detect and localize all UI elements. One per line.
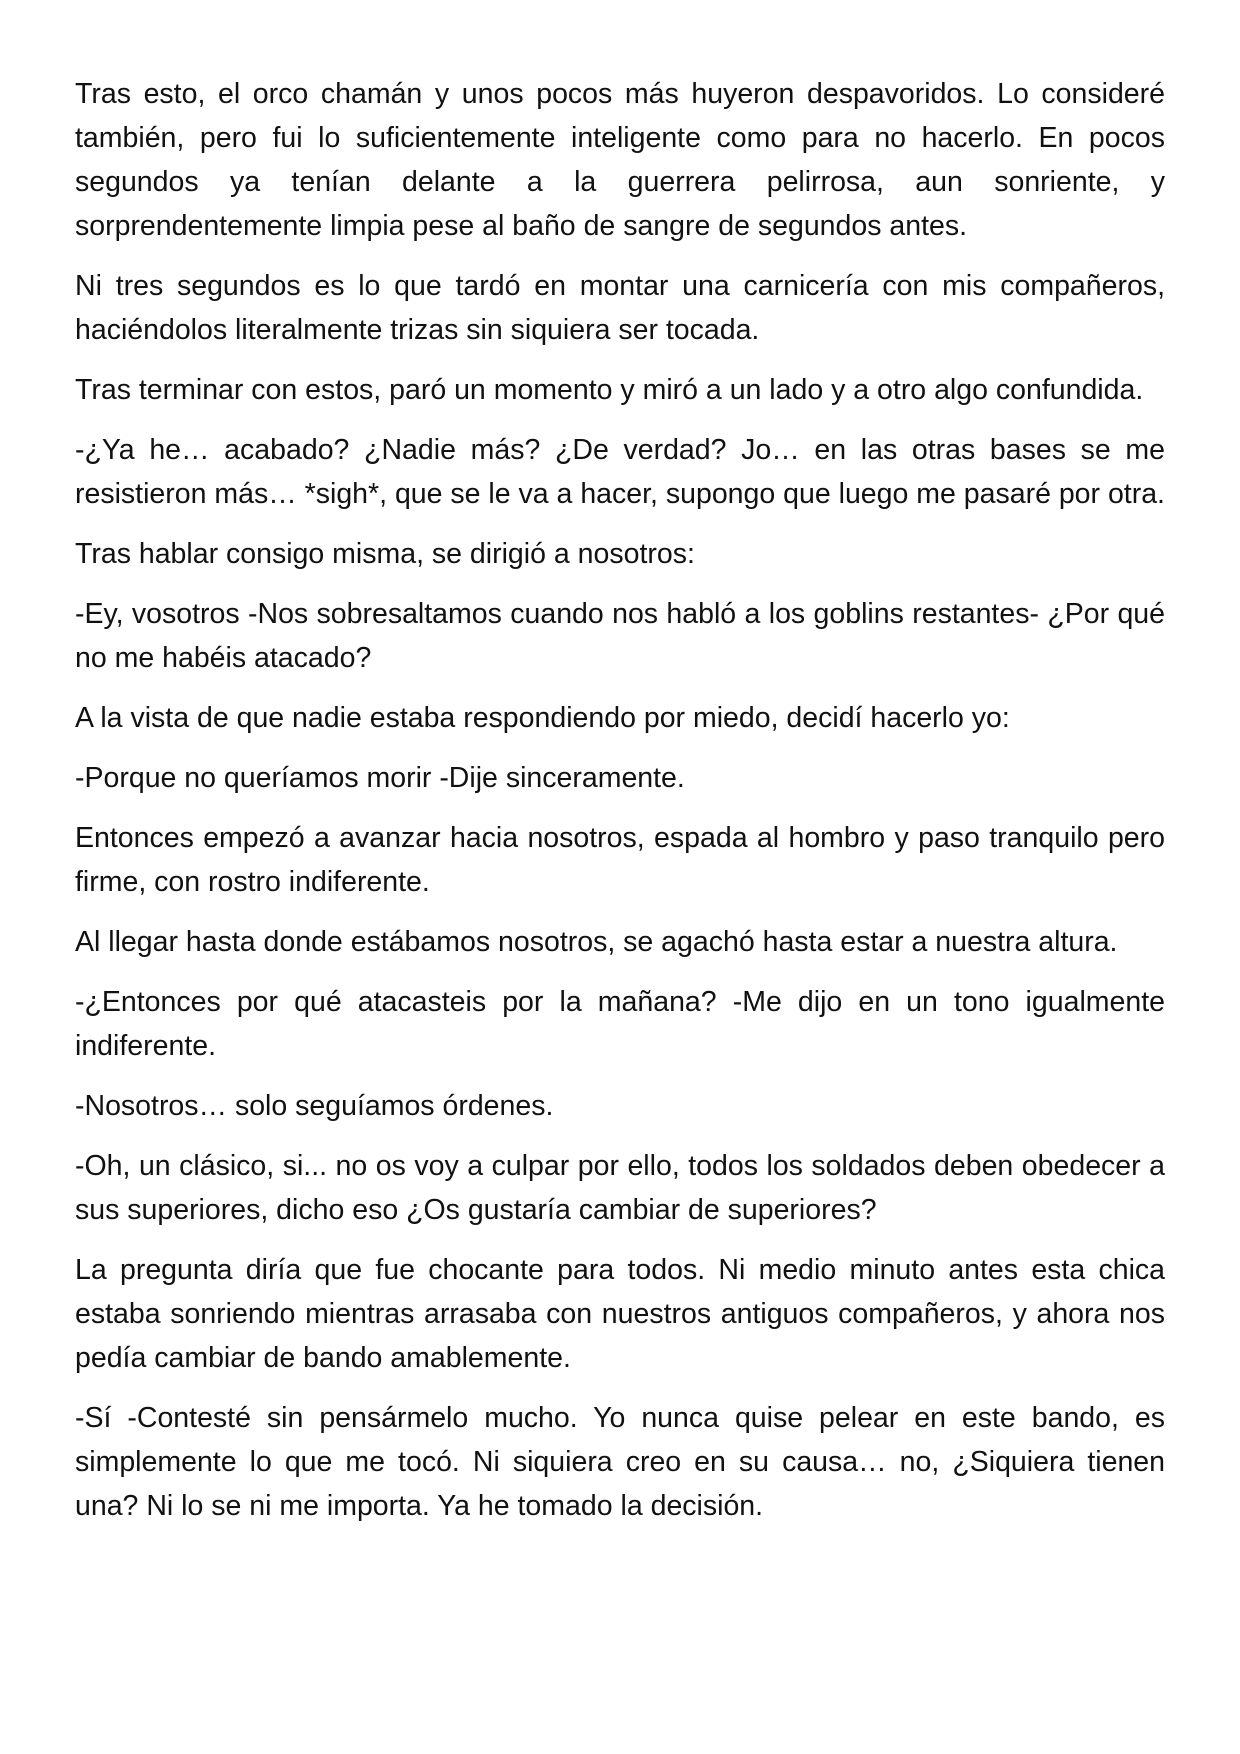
document-body	[75, 72, 1165, 1544]
paragraph-4: -¿Ya he… acabado? ¿Nadie más? ¿De verdad? Jo… en las otras bases se me resistieron más… *sigh*, que se le va a hacer, supongo que luego me pasaré por otra.	[75, 434, 1165, 510]
paragraph-11: -¿Entonces por qué atacasteis por la mañana? -Me dijo en un tono igualmente indiferente.	[75, 986, 1165, 1062]
paragraph-5: Tras hablar consigo misma, se dirigió a nosotros:	[75, 538, 695, 570]
paragraph-2: Ni tres segundos es lo que tardó en montar una carnicería con mis compañeros, haciéndolos literalmente trizas sin siquiera ser tocada.	[75, 270, 1165, 346]
paragraph-10: Al llegar hasta donde estábamos nosotros, se agachó hasta estar a nuestra altura.	[75, 926, 1118, 958]
paragraph-7: A la vista de que nadie estaba respondiendo por miedo, decidí hacerlo yo:	[75, 702, 1010, 734]
paragraph-3: Tras terminar con estos, paró un momento y miró a un lado y a otro algo confundida.	[75, 374, 1144, 406]
paragraph-6: -Ey, vosotros -Nos sobresaltamos cuando nos habló a los goblins restantes- ¿Por qué no me habéis atacado?	[75, 598, 1165, 674]
paragraph-9: Entonces empezó a avanzar hacia nosotros, espada al hombro y paso tranquilo pero firme, con rostro indiferente.	[75, 822, 1165, 898]
paragraph-15: -Sí -Contesté sin pensármelo mucho. Yo nunca quise pelear en este bando, es simplemente lo que me tocó. Ni siquiera creo en su causa… no, ¿Siquiera tienen una? Ni lo se ni me importa. Ya he tomado la decisión.	[75, 1402, 1165, 1522]
paragraph-8: -Porque no queríamos morir -Dije sinceramente.	[75, 762, 685, 794]
paragraph-1: Tras esto, el orco chamán y unos pocos más huyeron despavoridos. Lo consideré también, pero fui lo suficientemente inteligente como para no hacerlo. En pocos segundos ya tenían delante a la guerrera pelirrosa, aun sonriente, y sorprendentemente limpia pese al baño de sangre de segundos antes.	[75, 78, 1165, 242]
paragraph-14: La pregunta diría que fue chocante para todos. Ni medio minuto antes esta chica estaba sonriendo mientras arrasaba con nuestros antiguos compañeros, y ahora nos pedía cambiar de bando amablemente.	[75, 1254, 1165, 1374]
paragraph-12: -Nosotros… solo seguíamos órdenes.	[75, 1090, 554, 1122]
paragraph-13: -Oh, un clásico, si... no os voy a culpar por ello, todos los soldados deben obedecer a sus superiores, dicho eso ¿Os gustaría cambiar de superiores?	[75, 1150, 1165, 1226]
